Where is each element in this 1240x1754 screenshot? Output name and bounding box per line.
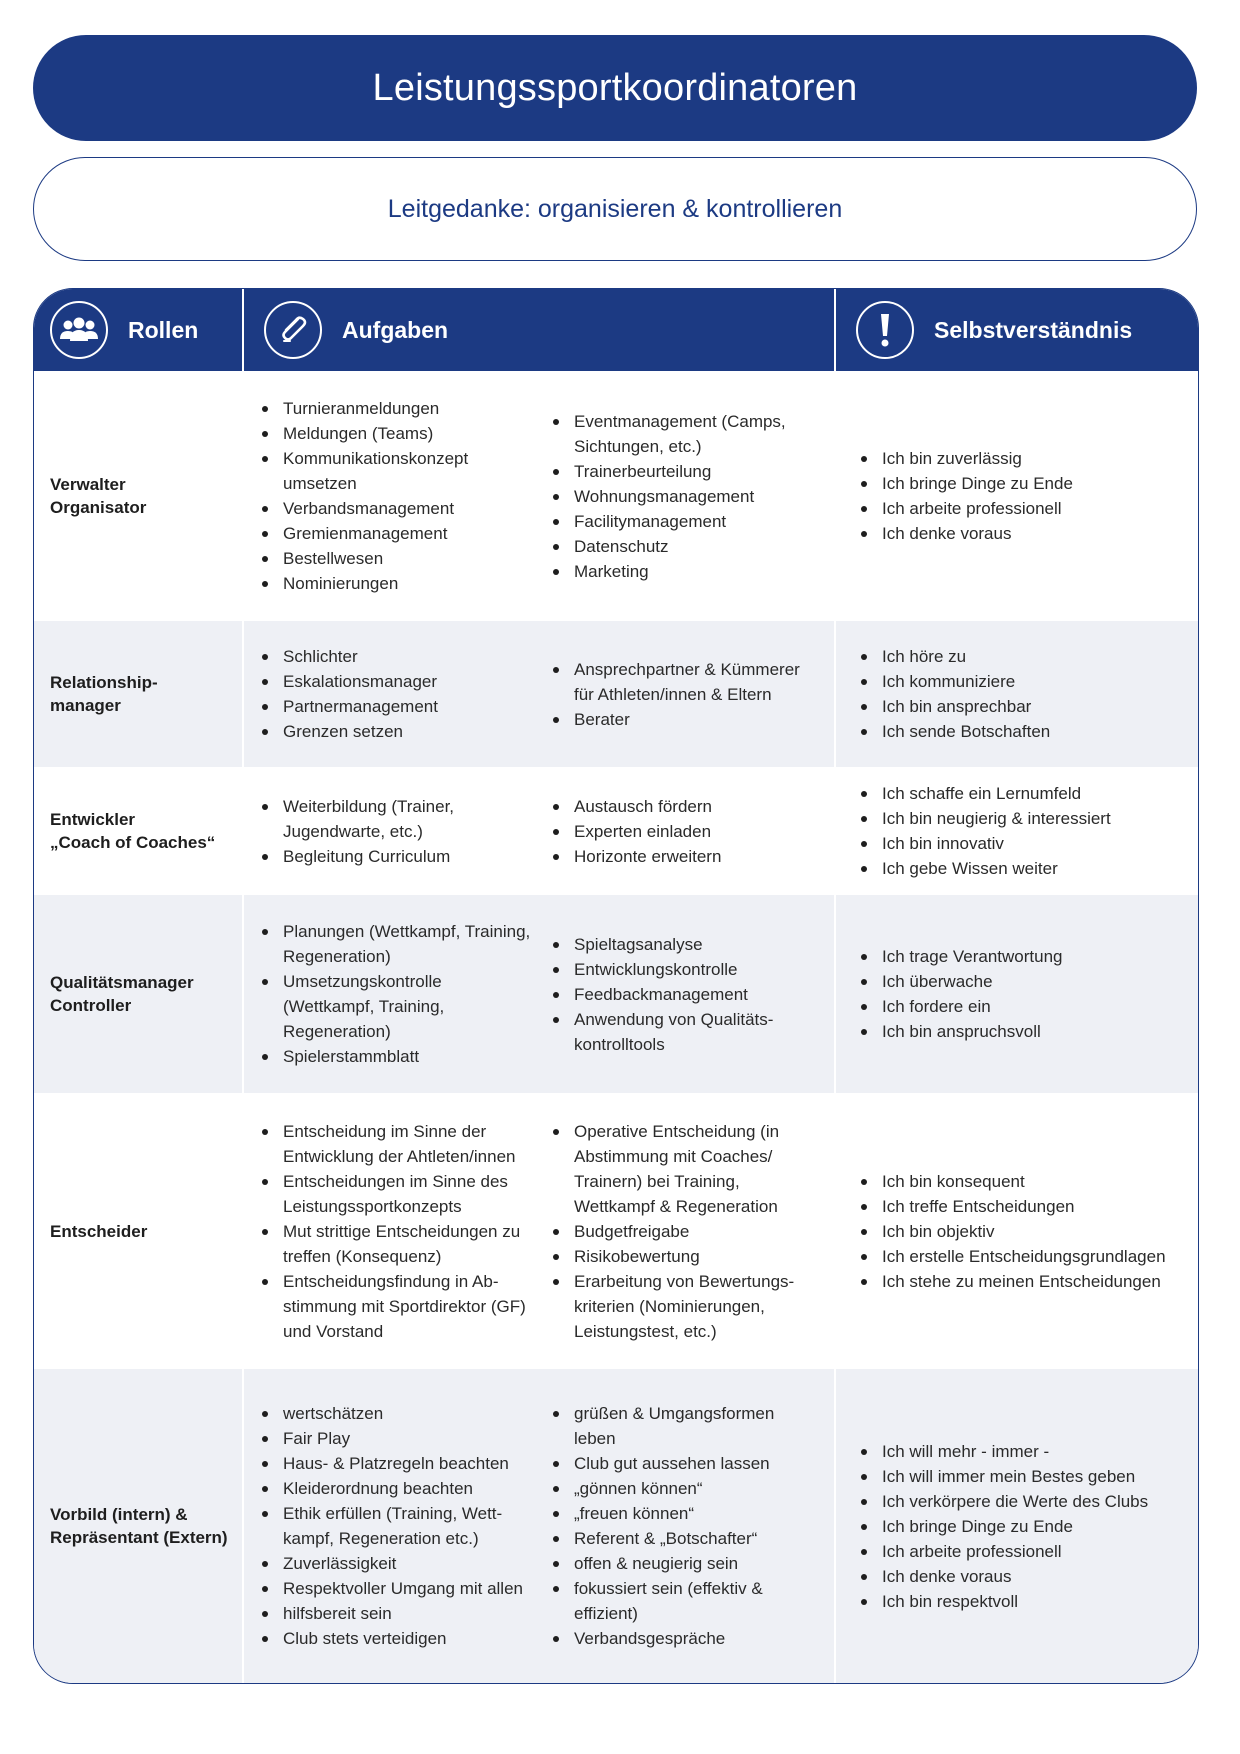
list-item: Trainerbeurteilung [548,459,818,484]
task-cell [257,371,542,621]
list-item: Ich sende Botschaften [856,719,1186,744]
list-item: Ich bin respektvoll [856,1589,1186,1614]
list-item: Anwendung von Qualitäts-kontrolltools [548,1007,818,1057]
list-item: Ich fordere ein [856,994,1186,1019]
list-item: Ich verkörpere die Werte des Clubs [856,1489,1186,1514]
tasks-left-list [257,396,537,596]
list-item: Ich bringe Dinge zu Ende [856,471,1186,496]
list-item: Verbandsmanagement [257,496,537,521]
tasks-right-list [548,409,818,584]
page-title: Leistungssportkoordinatoren [372,66,858,109]
self-list [856,1439,1186,1614]
list-item: Ich bin objektiv [856,1219,1186,1244]
list-item: Ich bin anspruchsvoll [856,1019,1186,1044]
list-item: Ich gebe Wissen weiter [856,856,1186,881]
list-item: „freuen können“ [548,1501,818,1526]
tasks-right-list [548,1401,818,1651]
list-item: Wohnungsmanagement [548,484,818,509]
list-item: Ich bin ansprechbar [856,694,1186,719]
header-rollen-label: Rollen [128,316,199,343]
list-item: Kommunikationskonzept umsetzen [257,446,537,496]
list-item: Ich bin neugierig & interessiert [856,806,1186,831]
list-item: fokussiert sein (effektiv & effizient) [548,1576,818,1626]
list-item: Ich bringe Dinge zu Ende [856,1514,1186,1539]
list-item: Ich kommuniziere [856,669,1186,694]
list-item: Ansprechpartner & Kümmerer für Athleten/innen & Eltern [548,657,818,707]
table-row [34,1369,1198,1683]
column-divider-1 [242,289,244,1683]
role-label: Entscheider [50,1221,148,1241]
task-cell [548,1369,830,1683]
tasks-left-list [257,1119,537,1344]
task-cell [257,621,542,767]
tasks-left-list [257,794,537,869]
role-cell [50,621,230,767]
list-item: Mut strittige Entscheidungen zu treffen (Konsequenz) [257,1219,537,1269]
list-item: Respektvoller Umgang mit allen [257,1576,537,1601]
list-item: Feedbackmanagement [548,982,818,1007]
list-item: Eventmanagement (Camps, Sichtungen, etc.) [548,409,818,459]
motto-text: Leitgedanke: organisieren & kontrollieren [387,194,843,223]
task-cell [548,1093,830,1369]
list-item: Referent & „Botschafter“ [548,1526,818,1551]
list-item: Ich trage Verantwortung [856,944,1186,969]
role-label: „Coach of Coaches“ [50,833,216,852]
task-cell [257,895,542,1093]
self-list [856,446,1186,546]
self-list [856,781,1186,881]
list-item: Meldungen (Teams) [257,421,537,446]
table-header [34,289,1198,371]
list-item: Schlichter [257,644,537,669]
list-item: Entwicklungskontrolle [548,957,818,982]
list-item: Budgetfreigabe [548,1219,818,1244]
header-selbst-label: Selbstverständnis [934,316,1133,343]
motto-box [33,157,1197,261]
list-item: Berater [548,707,818,732]
list-item: Club stets verteidigen [257,1626,537,1651]
list-item: Spielerstammblatt [257,1044,537,1069]
list-item: Ich höre zu [856,644,1186,669]
header-aufgaben [264,289,448,371]
list-item: Ich denke voraus [856,1564,1186,1589]
list-item: Datenschutz [548,534,818,559]
list-item: Verbandsgespräche [548,1626,818,1651]
list-item: Risikobewertung [548,1244,818,1269]
list-item: „gönnen können“ [548,1476,818,1501]
list-item: Grenzen setzen [257,719,537,744]
list-item: offen & neugierig sein [548,1551,818,1576]
list-item: Bestellwesen [257,546,537,571]
role-cell [50,371,230,621]
list-item: Operative Entscheidung (in Abstimmung mit Coaches/ Trainern) bei Training, Wettkampf & Regeneration [548,1119,818,1219]
list-item: Ich bin innovativ [856,831,1186,856]
list-item: wertschätzen [257,1401,537,1426]
column-divider-2 [834,289,836,1683]
list-item: Turnieranmeldungen [257,396,537,421]
table-row [34,767,1198,895]
role-label: Verwalter [50,475,126,494]
list-item: Ich denke voraus [856,521,1186,546]
self-list [856,1169,1186,1294]
list-item: Club gut aussehen lassen [548,1451,818,1476]
list-item: Horizonte erweitern [548,844,818,869]
list-item: Zuverlässigkeit [257,1551,537,1576]
role-label: Relationship- [50,673,158,692]
list-item: Ich überwache [856,969,1186,994]
list-item: Ich bin konsequent [856,1169,1186,1194]
task-cell [548,895,830,1093]
list-item: Facilitymanagement [548,509,818,534]
role-label: Entwickler [50,810,136,829]
exclamation-icon [856,301,914,359]
list-item: Ich arbeite professionell [856,496,1186,521]
list-item: Ich will mehr - immer - [856,1439,1186,1464]
list-item: Haus- & Platzregeln beachten [257,1451,537,1476]
role-label: Vorbild (intern) & [50,1505,188,1524]
role-label: manager [50,696,121,715]
task-cell [548,621,830,767]
role-label: Repräsentant (Extern) [50,1528,228,1547]
list-item: Ich schaffe ein Lernumfeld [856,781,1186,806]
list-item: Partnermanagement [257,694,537,719]
list-item: Erarbeitung von Bewertungs-kriterien (Nominierungen, Leistungstest, etc.) [548,1269,818,1344]
list-item: Experten einladen [548,819,818,844]
tasks-left-list [257,1401,537,1651]
paperclip-icon [264,301,322,359]
task-cell [856,621,1191,767]
list-item: Ich stehe zu meinen Entscheidungen [856,1269,1186,1294]
role-cell [50,767,230,895]
list-item: Eskalationsmanager [257,669,537,694]
role-label: Organisator [50,498,147,517]
list-item: Ich arbeite professionell [856,1539,1186,1564]
table-row [34,895,1198,1093]
header-aufgaben-label: Aufgaben [342,316,449,343]
tasks-left-list [257,644,537,744]
list-item: Ethik erfüllen (Training, Wett-kampf, Regeneration etc.) [257,1501,537,1551]
list-item: Nominierungen [257,571,537,596]
list-item: Ich erstelle Entscheidungsgrundlagen [856,1244,1186,1269]
roles-table [33,288,1199,1684]
list-item: Ich bin zuverlässig [856,446,1186,471]
tasks-right-list [548,1119,818,1344]
task-cell [856,371,1191,621]
list-item: Planungen (Wettkampf, Training, Regeneration) [257,919,537,969]
list-item: Ich will immer mein Bestes geben [856,1464,1186,1489]
list-item: Entscheidungen im Sinne des Leistungssportkonzepts [257,1169,537,1219]
role-label: Qualitätsmanager [50,973,194,992]
list-item: Ich treffe Entscheidungen [856,1194,1186,1219]
list-item: Weiterbildung (Trainer, Jugendwarte, etc.) [257,794,537,844]
list-item: Entscheidungsfindung in Ab-stimmung mit Sportdirektor (GF) und Vorstand [257,1269,537,1344]
role-cell [50,1369,230,1683]
title-banner [33,35,1197,141]
task-cell [257,1369,542,1683]
list-item: hilfsbereit sein [257,1601,537,1626]
table-row [34,371,1198,621]
list-item: Austausch fördern [548,794,818,819]
role-cell [50,895,230,1093]
list-item: Marketing [548,559,818,584]
task-cell [257,1093,542,1369]
task-cell [856,767,1191,895]
list-item: Fair Play [257,1426,537,1451]
role-label: Controller [50,996,132,1015]
list-item: grüßen & Umgangsformen leben [548,1401,818,1451]
task-cell [257,767,542,895]
table-row [34,621,1198,767]
header-selbst [856,289,1132,371]
task-cell [856,895,1191,1093]
tasks-left-list [257,919,537,1069]
list-item: Spieltagsanalyse [548,932,818,957]
task-cell [856,1369,1191,1683]
role-cell [50,1093,230,1369]
list-item: Begleitung Curriculum [257,844,537,869]
task-cell [548,767,830,895]
self-list [856,644,1186,744]
table-row [34,1093,1198,1369]
tasks-right-list [548,932,818,1057]
self-list [856,944,1186,1044]
tasks-right-list [548,794,818,869]
task-cell [548,371,830,621]
header-rollen [50,289,198,371]
list-item: Umsetzungskontrolle (Wettkampf, Training, Regeneration) [257,969,537,1044]
tasks-right-list [548,657,818,732]
list-item: Entscheidung im Sinne der Entwicklung der Ahtleten/innen [257,1119,537,1169]
group-icon [50,301,108,359]
list-item: Kleiderordnung beachten [257,1476,537,1501]
task-cell [856,1093,1191,1369]
list-item: Gremienmanagement [257,521,537,546]
